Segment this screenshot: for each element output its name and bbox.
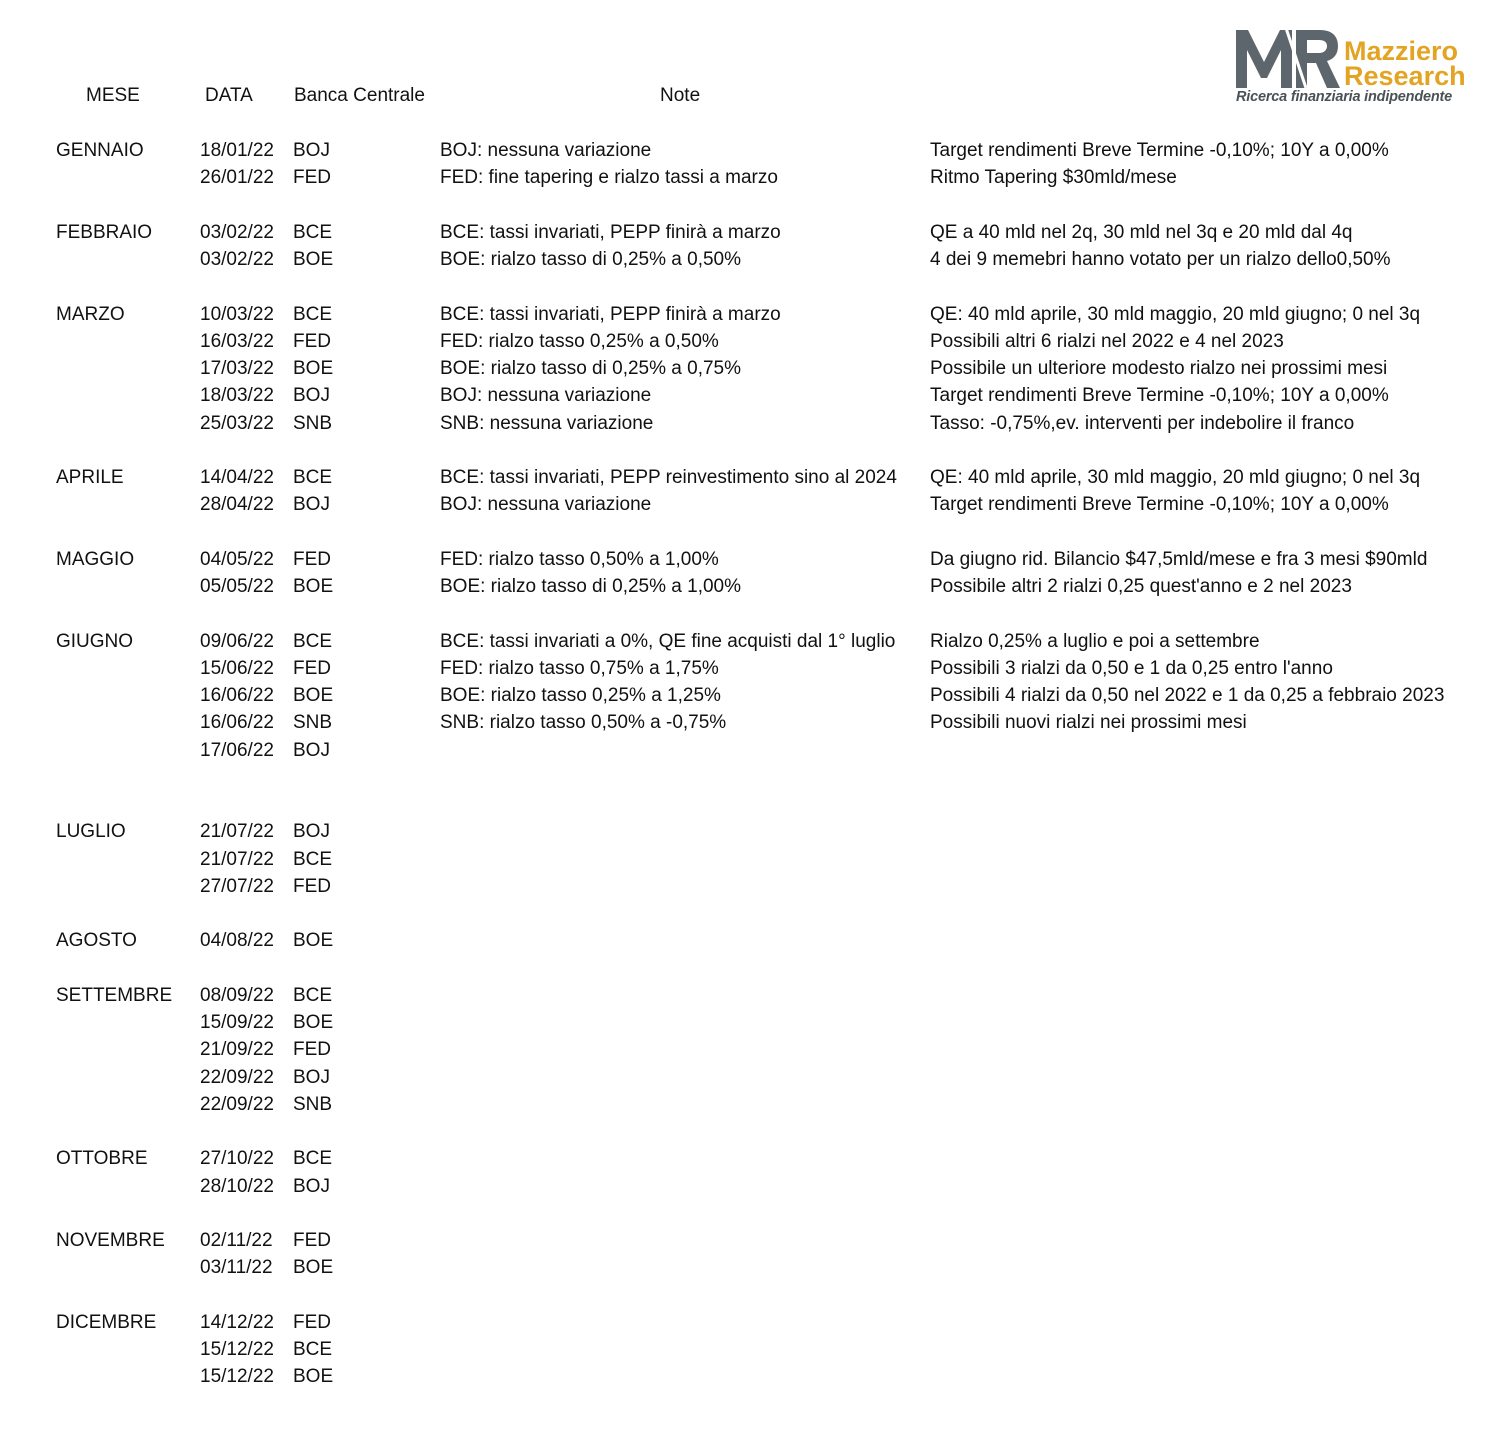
meeting-detail: 4 dei 9 memebri hanno votato per un rialzo dello0,50% — [930, 249, 1391, 270]
meeting-date: 03/02/22 — [200, 249, 274, 270]
central-bank: BOE — [293, 1366, 334, 1388]
meeting-detail: Da giugno rid. Bilancio $47,5mld/mese e fra 3 mesi $90mld — [930, 548, 1428, 570]
meeting-note: FED: fine tapering e rialzo tassi a marzo — [440, 167, 778, 189]
header-banca-centrale: Banca Centrale — [294, 85, 425, 106]
meeting-date: 15/12/22 — [200, 1339, 274, 1360]
meeting-detail: Target rendimenti Breve Termine -0,10%; 10Y a 0,00% — [930, 494, 1389, 516]
meeting-note: BOE: rialzo tasso di 0,25% a 0,50% — [440, 249, 741, 270]
central-bank: BCE — [293, 848, 333, 870]
meeting-note: BOE: rialzo tasso di 0,25% a 1,00% — [440, 576, 741, 597]
central-bank: BOE — [293, 685, 334, 706]
meeting-date: 16/06/22 — [200, 712, 274, 734]
meeting-detail: Possibili nuovi rialzi nei prossimi mesi — [930, 712, 1247, 734]
meeting-date: 14/04/22 — [200, 467, 274, 488]
meeting-date: 14/12/22 — [200, 1311, 274, 1333]
logo-name-line1: Mazziero — [1344, 36, 1459, 66]
meeting-date: 05/05/22 — [200, 576, 274, 597]
central-bank: FED — [293, 1311, 331, 1333]
meeting-note: BCE: tassi invariati, PEPP finirà a marzo — [440, 303, 781, 325]
month-label: GIUGNO — [56, 630, 134, 652]
meeting-date: 17/06/22 — [200, 739, 274, 761]
meeting-note: SNB: rialzo tasso 0,50% a -0,75% — [440, 712, 727, 734]
meeting-date: 21/07/22 — [200, 848, 274, 870]
meeting-note: SNB: nessuna variazione — [440, 412, 654, 434]
central-bank: BOJ — [293, 1175, 330, 1197]
logo-name-line2: Research — [1344, 61, 1466, 91]
month-label: MAGGIO — [56, 548, 135, 570]
meeting-date: 03/11/22 — [200, 1257, 273, 1279]
meeting-note: BOJ: nessuna variazione — [440, 140, 652, 161]
central-bank: FED — [293, 548, 331, 570]
central-bank: SNB — [293, 1093, 333, 1115]
meeting-detail: Possibile altri 2 rialzi 0,25 quest'anno e 2 nel 2023 — [930, 576, 1352, 597]
central-bank: BOE — [293, 1257, 334, 1279]
meeting-date: 28/04/22 — [200, 494, 274, 516]
meeting-date: 26/01/22 — [200, 167, 274, 189]
meeting-note: BOJ: nessuna variazione — [440, 385, 652, 407]
central-bank: BOJ — [293, 821, 330, 843]
central-bank: FED — [293, 1039, 331, 1061]
central-bank: BOJ — [293, 385, 330, 407]
meeting-detail: Ritmo Tapering $30mld/mese — [930, 167, 1177, 189]
mazziero-research-logo — [1236, 28, 1476, 108]
meeting-date: 09/06/22 — [200, 630, 274, 652]
central-bank: BOJ — [293, 739, 330, 761]
meeting-date: 15/06/22 — [200, 657, 274, 679]
logo-tagline: Ricerca finanziaria indipendente — [1236, 89, 1452, 105]
meeting-note: BCE: tassi invariati a 0%, QE fine acquisti dal 1° luglio — [440, 630, 896, 652]
meeting-detail: QE: 40 mld aprile, 30 mld maggio, 20 mld giugno; 0 nel 3q — [930, 467, 1421, 488]
central-bank: BOJ — [293, 140, 330, 161]
central-bank: BCE — [293, 1148, 333, 1170]
central-bank: BCE — [293, 221, 333, 243]
meeting-date: 28/10/22 — [200, 1175, 274, 1197]
meeting-date: 22/09/22 — [200, 1093, 274, 1115]
month-label: NOVEMBRE — [56, 1230, 165, 1251]
meeting-note: FED: rialzo tasso 0,75% a 1,75% — [440, 657, 719, 679]
central-bank: FED — [293, 1230, 331, 1251]
meeting-detail: Possibili 4 rialzi da 0,50 nel 2022 e 1 da 0,25 a febbraio 2023 — [930, 685, 1445, 706]
header-mese: MESE — [86, 85, 140, 106]
central-bank: SNB — [293, 412, 333, 434]
central-bank: FED — [293, 875, 331, 897]
meeting-note: BCE: tassi invariati, PEPP reinvestimento sino al 2024 — [440, 467, 897, 488]
meeting-date: 27/10/22 — [200, 1148, 274, 1170]
central-bank: BCE — [293, 1339, 333, 1360]
meeting-date: 21/07/22 — [200, 821, 274, 843]
header-data: DATA — [205, 85, 253, 106]
meeting-detail: QE a 40 mld nel 2q, 30 mld nel 3q e 20 mld dal 4q — [930, 221, 1353, 243]
meeting-date: 25/03/22 — [200, 412, 274, 434]
meeting-note: BOE: rialzo tasso di 0,25% a 0,75% — [440, 358, 741, 379]
meeting-date: 04/05/22 — [200, 548, 274, 570]
month-label: AGOSTO — [56, 930, 137, 952]
central-bank: BOE — [293, 1012, 334, 1033]
header-note: Note — [660, 85, 701, 106]
meeting-date: 03/02/22 — [200, 221, 274, 243]
meeting-date: 18/01/22 — [200, 140, 274, 161]
month-label: GENNAIO — [56, 140, 144, 161]
central-bank: BOJ — [293, 494, 330, 516]
meeting-detail: Target rendimenti Breve Termine -0,10%; 10Y a 0,00% — [930, 140, 1389, 161]
meeting-date: 27/07/22 — [200, 875, 274, 897]
month-label: DICEMBRE — [56, 1311, 157, 1333]
meeting-date: 15/12/22 — [200, 1366, 274, 1388]
meeting-detail: Target rendimenti Breve Termine -0,10%; 10Y a 0,00% — [930, 385, 1389, 407]
meeting-note: BOJ: nessuna variazione — [440, 494, 652, 516]
mr-monogram — [1236, 28, 1340, 88]
meeting-detail: Tasso: -0,75%,ev. interventi per indebolire il franco — [930, 412, 1355, 434]
meeting-date: 22/09/22 — [200, 1066, 274, 1088]
central-bank: BCE — [293, 984, 333, 1006]
central-bank: BOE — [293, 358, 334, 379]
meeting-date: 16/03/22 — [200, 330, 274, 352]
month-label: FEBBRAIO — [56, 221, 153, 243]
meeting-date: 10/03/22 — [200, 303, 274, 325]
central-bank: BOJ — [293, 1066, 330, 1088]
meeting-detail: QE: 40 mld aprile, 30 mld maggio, 20 mld giugno; 0 nel 3q — [930, 303, 1421, 325]
meeting-date: 17/03/22 — [200, 358, 274, 379]
meeting-note: BOE: rialzo tasso 0,25% a 1,25% — [440, 685, 721, 706]
central-bank: FED — [293, 657, 331, 679]
month-label: MARZO — [56, 303, 125, 325]
meeting-date: 15/09/22 — [200, 1012, 274, 1033]
meeting-date: 04/08/22 — [200, 930, 274, 952]
month-label: APRILE — [56, 467, 124, 488]
month-label: LUGLIO — [56, 821, 126, 843]
central-bank: BCE — [293, 303, 333, 325]
central-bank: BOE — [293, 576, 334, 597]
meeting-detail: Possibile un ulteriore modesto rialzo nei prossimi mesi — [930, 358, 1388, 379]
meeting-date: 18/03/22 — [200, 385, 274, 407]
central-bank: FED — [293, 167, 331, 189]
meeting-note: BCE: tassi invariati, PEPP finirà a marzo — [440, 221, 781, 243]
month-label: SETTEMBRE — [56, 984, 173, 1006]
meeting-detail: Possibili altri 6 rialzi nel 2022 e 4 nel 2023 — [930, 330, 1284, 352]
central-bank: FED — [293, 330, 331, 352]
central-bank: BCE — [293, 630, 333, 652]
month-label: OTTOBRE — [56, 1148, 148, 1170]
central-bank: BOE — [293, 249, 334, 270]
central-bank: BCE — [293, 467, 333, 488]
central-bank: SNB — [293, 712, 333, 734]
meeting-note: FED: rialzo tasso 0,25% a 0,50% — [440, 330, 719, 352]
meeting-detail: Rialzo 0,25% a luglio e poi a settembre — [930, 630, 1260, 652]
central-bank: BOE — [293, 930, 334, 952]
meeting-date: 16/06/22 — [200, 685, 274, 706]
meeting-detail: Possibili 3 rialzi da 0,50 e 1 da 0,25 entro l'anno — [930, 657, 1333, 679]
meeting-date: 08/09/22 — [200, 984, 274, 1006]
meeting-date: 02/11/22 — [200, 1230, 273, 1251]
meeting-note: FED: rialzo tasso 0,50% a 1,00% — [440, 548, 719, 570]
meeting-date: 21/09/22 — [200, 1039, 274, 1061]
